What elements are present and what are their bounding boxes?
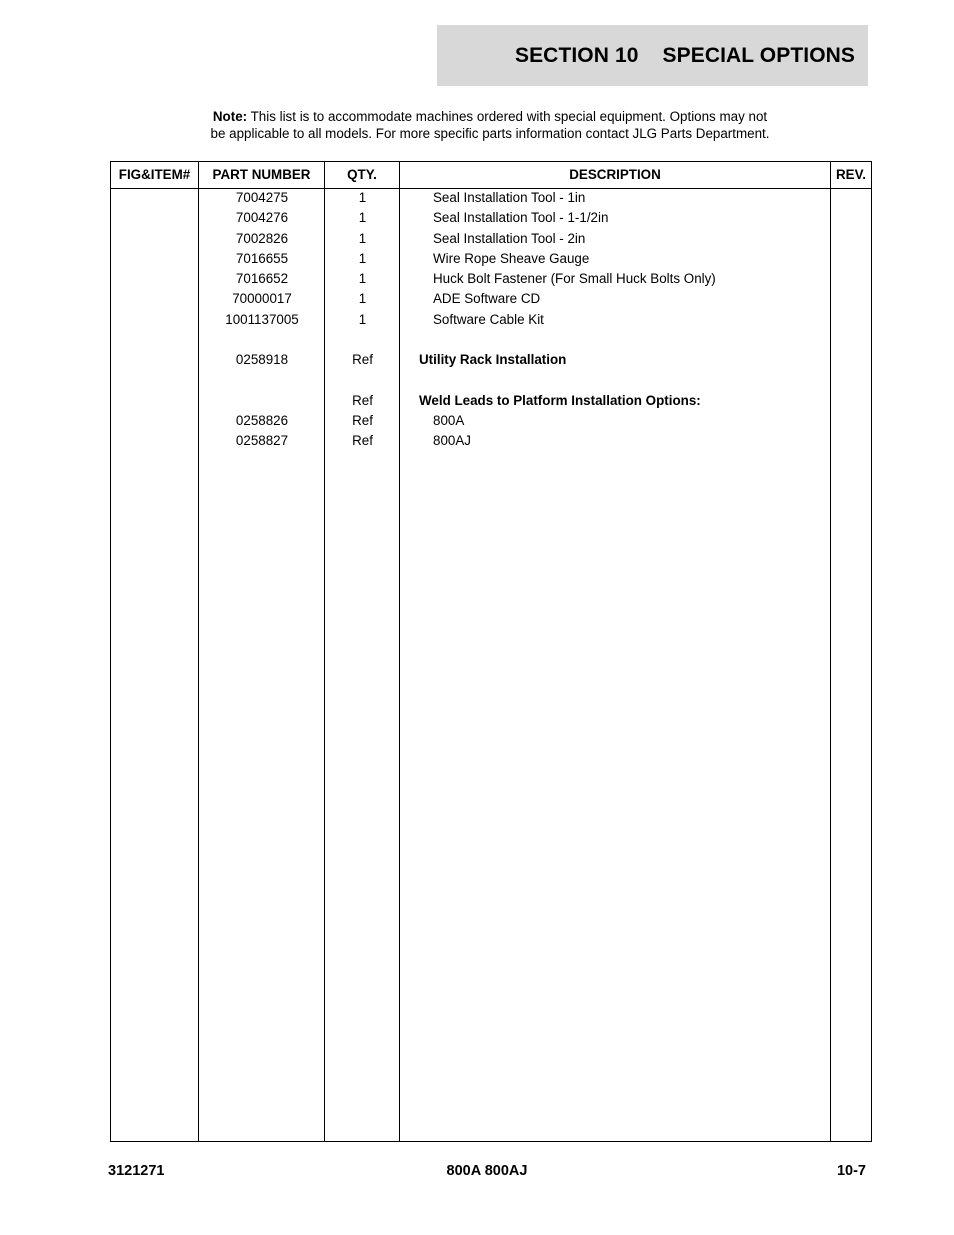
page-footer <box>108 1163 866 1183</box>
quantity: Ref <box>352 352 373 367</box>
note-label: Note: <box>212 109 248 124</box>
description: Wire Rope Sheave Gauge <box>433 251 590 266</box>
description: Huck Bolt Fastener (For Small Huck Bolts Only) <box>433 271 716 286</box>
description: ADE Software CD <box>433 291 541 306</box>
table-row <box>111 431 871 451</box>
note <box>160 108 820 142</box>
part-number: 0258827 <box>235 433 289 448</box>
part-number: 7002826 <box>235 231 289 246</box>
doc-number: 3121271 <box>108 1163 165 1179</box>
table-row <box>111 188 871 208</box>
page-number: 10-7 <box>836 1163 866 1179</box>
part-number: 0258826 <box>235 413 289 428</box>
section-number: SECTION 10 <box>514 43 639 67</box>
description: Seal Installation Tool - 2in <box>433 231 586 246</box>
table-row <box>111 208 871 228</box>
note-line-2: be applicable to all models. For more specific parts information contact JLG Parts Department. <box>210 126 770 141</box>
description: Weld Leads to Platform Installation Options: <box>419 393 701 408</box>
quantity: 1 <box>358 190 367 205</box>
table-row <box>111 269 871 289</box>
table-row <box>111 289 871 309</box>
part-number: 7004276 <box>235 210 289 225</box>
quantity: 1 <box>358 210 367 225</box>
table-row <box>111 229 871 249</box>
description: Seal Installation Tool - 1-1/2in <box>433 210 609 225</box>
table-row <box>111 249 871 269</box>
quantity: 1 <box>358 291 367 306</box>
part-number: 7016652 <box>235 271 289 286</box>
header-description: DESCRIPTION <box>569 167 661 182</box>
part-number: 1001137005 <box>225 312 299 327</box>
description: Seal Installation Tool - 1in <box>433 190 586 205</box>
table-row <box>111 391 871 411</box>
description: 800A <box>433 413 465 428</box>
quantity: Ref <box>352 433 373 448</box>
table-row <box>111 310 871 330</box>
table-row <box>111 411 871 431</box>
part-number: 70000017 <box>232 291 292 306</box>
section-title: SPECIAL OPTIONS <box>662 43 855 67</box>
model-name: 800A 800AJ <box>446 1163 528 1179</box>
part-number: 0258918 <box>235 352 289 367</box>
description: Software Cable Kit <box>433 312 544 327</box>
note-line-1: This list is to accommodate machines ordered with special equipment. Options may not <box>247 109 768 124</box>
parts-table <box>110 161 872 1142</box>
quantity: 1 <box>358 271 367 286</box>
quantity: Ref <box>352 393 373 408</box>
part-number: 7004275 <box>235 190 289 205</box>
section-header <box>437 25 868 86</box>
header-part-number: PART NUMBER <box>212 167 311 182</box>
part-number: 7016655 <box>235 251 289 266</box>
description: 800AJ <box>433 433 471 448</box>
header-qty: QTY. <box>347 167 377 182</box>
quantity: 1 <box>358 251 367 266</box>
table-header <box>111 162 871 189</box>
header-rev: REV. <box>835 167 867 182</box>
quantity: 1 <box>358 231 367 246</box>
table-row <box>111 350 871 370</box>
quantity: 1 <box>358 312 367 327</box>
quantity: Ref <box>352 413 373 428</box>
description: Utility Rack Installation <box>419 352 567 367</box>
header-fig-item: FIG&ITEM# <box>118 167 191 182</box>
